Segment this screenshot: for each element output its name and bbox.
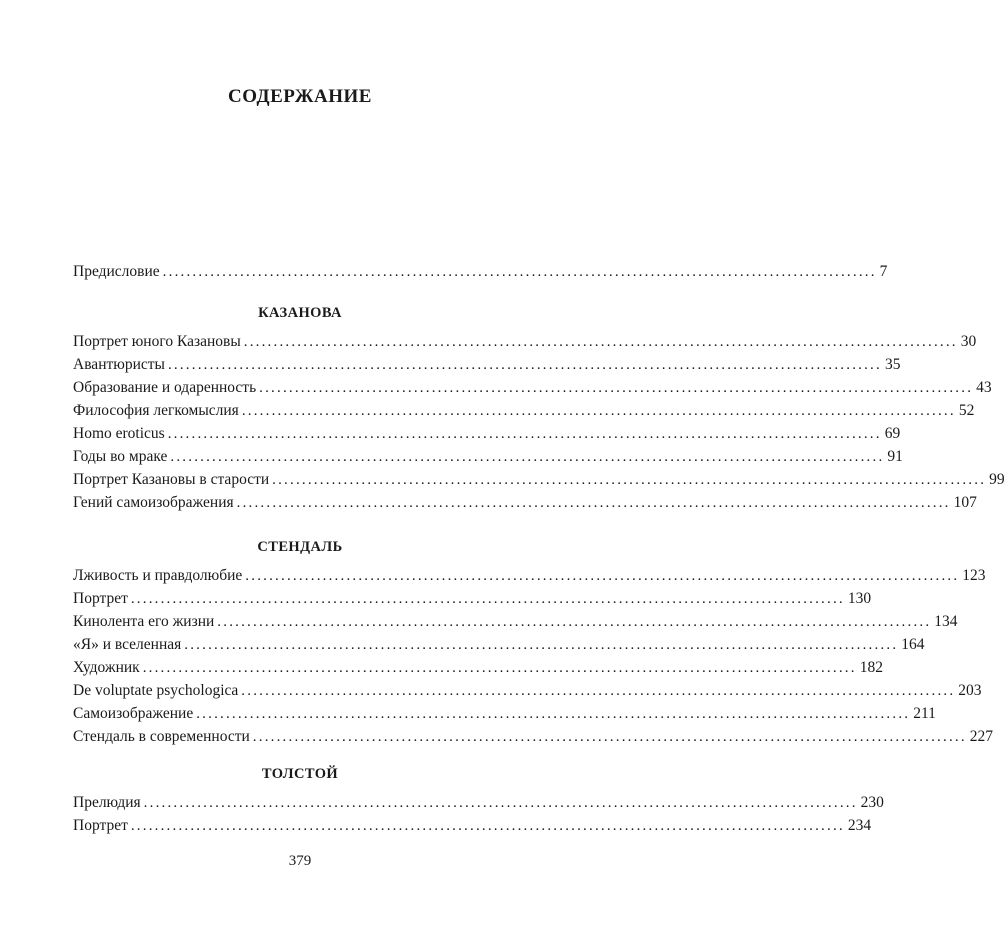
toc-entry-title: Авантюристы [73, 356, 165, 373]
toc-entry [73, 376, 992, 399]
section-heading-stendhal: СТЕНДАЛЬ [257, 539, 343, 555]
toc-entry [73, 399, 975, 422]
toc-entry-page: 7 [879, 263, 888, 280]
toc-entry-page: 69 [884, 425, 901, 442]
toc-entry-title: Образование и одаренность [73, 379, 257, 396]
toc-entry-title: Homo eroticus [73, 425, 165, 442]
toc-entry [73, 330, 977, 353]
toc-leader-dots: ........................................................................................................................ [196, 706, 911, 722]
toc-entry [73, 445, 903, 468]
toc-entry-title: Прелюдия [73, 794, 141, 811]
toc-entry-title: Портрет юного Казановы [73, 333, 241, 350]
toc-entry [73, 353, 901, 376]
toc-entry-page: 99 [989, 471, 1005, 488]
toc-entry-page: 107 [953, 494, 977, 511]
toc-entry-page: 35 [884, 356, 901, 373]
toc-leader-dots: ........................................................................................................................ [252, 729, 967, 745]
toc-entry-page: 134 [934, 613, 958, 630]
toc-leader-dots: ........................................................................................................................ [142, 660, 857, 676]
toc-entry [73, 725, 994, 748]
toc-entry [73, 633, 925, 656]
toc-entry-title: Портрет Казановы в старости [73, 471, 270, 488]
toc-entry-page: 182 [859, 659, 883, 676]
toc-entry-page: 203 [958, 682, 982, 699]
toc-leader-dots: ........................................................................................................................ [272, 472, 987, 488]
toc-list-stendhal [73, 564, 994, 748]
toc-leader-dots: ........................................................................................................................ [170, 449, 885, 465]
toc-entry [73, 679, 982, 702]
toc-entry-title: Портрет [73, 817, 128, 834]
toc-entry-page: 30 [960, 333, 977, 350]
toc-entry-page: 227 [969, 728, 994, 745]
toc-entry-title: Годы во мраке [73, 448, 168, 465]
toc-entry-page: 164 [901, 636, 925, 653]
section-heading-tolstoy: ТОЛСТОЙ [261, 766, 339, 782]
toc-leader-dots: ........................................................................................................................ [217, 614, 932, 630]
toc-entry [73, 791, 884, 814]
toc-entry-title: Самоизображение [73, 705, 194, 722]
toc-entry [73, 422, 901, 445]
toc-entry [73, 491, 977, 514]
toc-entry-page: 52 [958, 402, 975, 419]
toc-entry-title: Гений самоизображения [73, 494, 234, 511]
toc-leader-dots: ........................................................................................................................ [241, 683, 956, 699]
toc-leader-dots: ........................................................................................................................ [184, 637, 899, 653]
toc-leader-dots: ........................................................................................................................ [243, 334, 958, 350]
toc-leader-dots: ........................................................................................................................ [130, 591, 845, 607]
toc-entry [73, 260, 888, 283]
toc-leader-dots: ........................................................................................................................ [167, 357, 882, 373]
toc-intro-list [73, 260, 888, 283]
toc-entry [73, 610, 958, 633]
toc-entry-title: «Я» и вселенная [73, 636, 182, 653]
toc-entry [73, 468, 1005, 491]
toc-leader-dots: ........................................................................................................................ [236, 495, 951, 511]
toc-entry [73, 587, 872, 610]
toc-entry-title: Художник [73, 659, 140, 676]
toc-list-casanova [73, 330, 1005, 514]
toc-entry-page: 91 [887, 448, 903, 465]
toc-entry-title: Предисловие [73, 263, 160, 280]
toc-entry-title: Портрет [73, 590, 128, 607]
toc-leader-dots: ........................................................................................................................ [259, 380, 974, 396]
toc-entry [73, 702, 936, 725]
toc-entry-title: De voluptate psychologica [73, 682, 239, 699]
toc-entry-title: Стендаль в современности [73, 728, 250, 745]
toc-entry-title: Лживость и правдолюбие [73, 567, 243, 584]
section-heading-casanova: КАЗАНОВА [258, 305, 342, 321]
toc-leader-dots: ........................................................................................................................ [245, 568, 960, 584]
toc-leader-dots: ........................................................................................................................ [143, 795, 858, 811]
toc-entry-page: 123 [962, 567, 986, 584]
toc-entry-page: 234 [847, 817, 872, 834]
toc-leader-dots: ........................................................................................................................ [167, 426, 882, 442]
toc-entry [73, 656, 883, 679]
toc-entry [73, 814, 872, 837]
toc-leader-dots: ........................................................................................................................ [241, 403, 956, 419]
toc-entry-page: 130 [847, 590, 872, 607]
toc-entry-title: Кинолента его жизни [73, 613, 215, 630]
toc-entry-page: 211 [913, 705, 936, 722]
page-number: 379 [288, 853, 312, 869]
toc-entry-page: 43 [976, 379, 992, 396]
toc-entry [73, 564, 986, 587]
page-title: СОДЕРЖАНИЕ [228, 86, 372, 107]
toc-leader-dots: ........................................................................................................................ [130, 818, 845, 834]
toc-list-tolstoy [73, 791, 884, 837]
toc-leader-dots: ........................................................................................................................ [162, 264, 877, 280]
toc-entry-page: 230 [860, 794, 884, 811]
toc-entry-title: Философия легкомыслия [73, 402, 239, 419]
